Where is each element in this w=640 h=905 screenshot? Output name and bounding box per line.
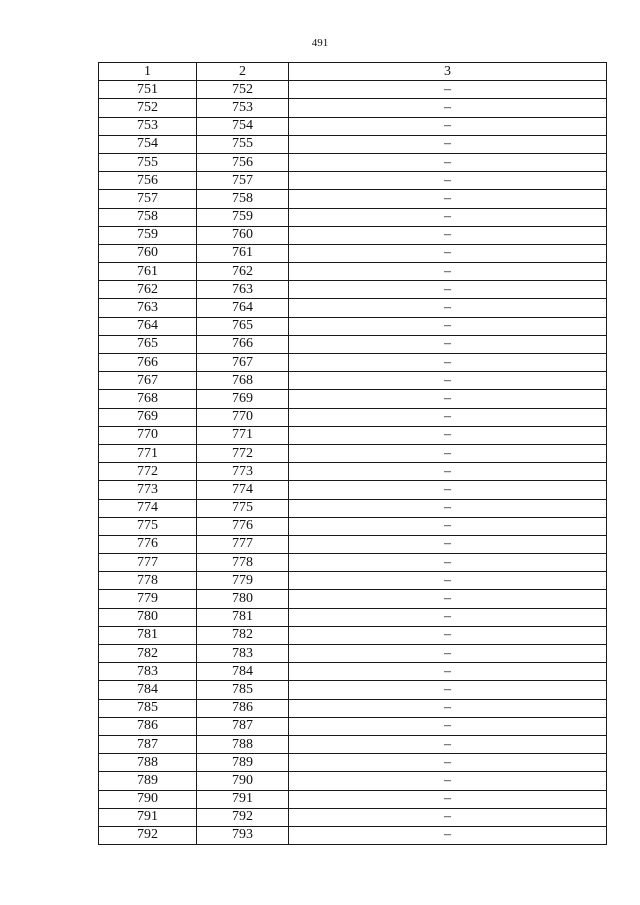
table-cell-col-1: 771 (99, 444, 197, 462)
table-cell-col-1: 789 (99, 772, 197, 790)
table-cell-col-2: 778 (197, 554, 289, 572)
table-cell-col-3: – (289, 535, 607, 553)
table-cell-col-2: 755 (197, 135, 289, 153)
table-cell-col-2: 774 (197, 481, 289, 499)
table-cell-col-1: 754 (99, 135, 197, 153)
table-cell-col-3: – (289, 372, 607, 390)
table-cell-col-2: 758 (197, 190, 289, 208)
table-cell-col-2: 752 (197, 81, 289, 99)
table-cell-col-2: 754 (197, 117, 289, 135)
table-cell-col-3: – (289, 190, 607, 208)
column-header-3: 3 (289, 63, 607, 81)
table-cell-col-1: 760 (99, 244, 197, 262)
table-cell-col-1: 770 (99, 426, 197, 444)
table-row (99, 808, 607, 826)
table-row (99, 426, 607, 444)
table-cell-col-3: – (289, 153, 607, 171)
table-cell-col-2: 792 (197, 808, 289, 826)
table-row (99, 481, 607, 499)
table-cell-col-1: 758 (99, 208, 197, 226)
table-cell-col-3: – (289, 717, 607, 735)
table-row (99, 226, 607, 244)
table-row (99, 372, 607, 390)
table-cell-col-1: 765 (99, 335, 197, 353)
table-cell-col-2: 787 (197, 717, 289, 735)
table-cell-col-1: 759 (99, 226, 197, 244)
table-cell-col-3: – (289, 754, 607, 772)
table-cell-col-2: 771 (197, 426, 289, 444)
table-cell-col-2: 769 (197, 390, 289, 408)
table-cell-col-3: – (289, 426, 607, 444)
table-cell-col-3: – (289, 299, 607, 317)
table-row (99, 444, 607, 462)
table-cell-col-1: 755 (99, 153, 197, 171)
table-cell-col-3: – (289, 499, 607, 517)
table-cell-col-2: 793 (197, 826, 289, 844)
table-row (99, 244, 607, 262)
table-cell-col-2: 753 (197, 99, 289, 117)
table-cell-col-3: – (289, 554, 607, 572)
table-cell-col-2: 760 (197, 226, 289, 244)
table-cell-col-1: 786 (99, 717, 197, 735)
table-cell-col-1: 763 (99, 299, 197, 317)
table-cell-col-2: 773 (197, 463, 289, 481)
table-row (99, 335, 607, 353)
table-cell-col-2: 780 (197, 590, 289, 608)
table-cell-col-1: 788 (99, 754, 197, 772)
table-row (99, 699, 607, 717)
table-row (99, 99, 607, 117)
table-cell-col-2: 768 (197, 372, 289, 390)
table-cell-col-2: 772 (197, 444, 289, 462)
table-row (99, 772, 607, 790)
table-cell-col-3: – (289, 117, 607, 135)
table-cell-col-3: – (289, 626, 607, 644)
table-row (99, 754, 607, 772)
table-row (99, 317, 607, 335)
table-cell-col-1: 787 (99, 735, 197, 753)
table-row (99, 153, 607, 171)
table-row (99, 626, 607, 644)
table-cell-col-2: 759 (197, 208, 289, 226)
table-cell-col-3: – (289, 135, 607, 153)
table-cell-col-2: 784 (197, 663, 289, 681)
table-row (99, 663, 607, 681)
table-header (99, 63, 607, 81)
table-body (99, 81, 607, 845)
table-cell-col-1: 775 (99, 517, 197, 535)
table-cell-col-1: 773 (99, 481, 197, 499)
table-cell-col-1: 762 (99, 281, 197, 299)
table-cell-col-1: 784 (99, 681, 197, 699)
table-cell-col-2: 790 (197, 772, 289, 790)
table-cell-col-2: 776 (197, 517, 289, 535)
table-cell-col-1: 790 (99, 790, 197, 808)
table-cell-col-1: 776 (99, 535, 197, 553)
table-row (99, 390, 607, 408)
table-cell-col-2: 783 (197, 645, 289, 663)
table-row (99, 299, 607, 317)
table-cell-col-1: 777 (99, 554, 197, 572)
table-row (99, 717, 607, 735)
table-cell-col-2: 767 (197, 354, 289, 372)
table-cell-col-2: 788 (197, 735, 289, 753)
table-cell-col-3: – (289, 772, 607, 790)
table-cell-col-3: – (289, 81, 607, 99)
table-cell-col-1: 756 (99, 172, 197, 190)
table-cell-col-2: 786 (197, 699, 289, 717)
table-cell-col-2: 770 (197, 408, 289, 426)
table-cell-col-1: 778 (99, 572, 197, 590)
table-cell-col-3: – (289, 226, 607, 244)
table-cell-col-1: 769 (99, 408, 197, 426)
table-row (99, 208, 607, 226)
table-cell-col-2: 775 (197, 499, 289, 517)
table-cell-col-1: 791 (99, 808, 197, 826)
table-cell-col-2: 785 (197, 681, 289, 699)
header-row (99, 63, 607, 81)
table-cell-col-1: 751 (99, 81, 197, 99)
table-cell-col-3: – (289, 699, 607, 717)
table-cell-col-3: – (289, 517, 607, 535)
table-cell-col-3: – (289, 608, 607, 626)
table-cell-col-1: 772 (99, 463, 197, 481)
table-cell-col-3: – (289, 735, 607, 753)
table-cell-col-1: 752 (99, 99, 197, 117)
table-row (99, 81, 607, 99)
table-cell-col-3: – (289, 99, 607, 117)
table-cell-col-3: – (289, 208, 607, 226)
table-cell-col-1: 783 (99, 663, 197, 681)
table-row (99, 263, 607, 281)
table-cell-col-2: 757 (197, 172, 289, 190)
table-cell-col-2: 782 (197, 626, 289, 644)
table-cell-col-1: 774 (99, 499, 197, 517)
table-row (99, 608, 607, 626)
table-cell-col-1: 761 (99, 263, 197, 281)
table-cell-col-3: – (289, 808, 607, 826)
table-cell-col-1: 785 (99, 699, 197, 717)
table-cell-col-1: 779 (99, 590, 197, 608)
table-cell-col-2: 762 (197, 263, 289, 281)
table-row (99, 354, 607, 372)
table-cell-col-2: 791 (197, 790, 289, 808)
table-cell-col-2: 766 (197, 335, 289, 353)
table-cell-col-3: – (289, 826, 607, 844)
table-cell-col-3: – (289, 444, 607, 462)
table-cell-col-3: – (289, 390, 607, 408)
table-cell-col-1: 792 (99, 826, 197, 844)
table-row (99, 190, 607, 208)
table-cell-col-3: – (289, 572, 607, 590)
table-row (99, 535, 607, 553)
table-row (99, 463, 607, 481)
column-header-1: 1 (99, 63, 197, 81)
page-number: 491 (311, 37, 329, 49)
table-row (99, 517, 607, 535)
table-row (99, 135, 607, 153)
table-row (99, 790, 607, 808)
table-row (99, 826, 607, 844)
table-row (99, 645, 607, 663)
table-cell-col-2: 761 (197, 244, 289, 262)
table-cell-col-3: – (289, 590, 607, 608)
table-cell-col-1: 753 (99, 117, 197, 135)
table-cell-col-3: – (289, 244, 607, 262)
table-row (99, 554, 607, 572)
table-cell-col-2: 777 (197, 535, 289, 553)
table-cell-col-3: – (289, 281, 607, 299)
table-cell-col-3: – (289, 263, 607, 281)
table-cell-col-1: 782 (99, 645, 197, 663)
table-row (99, 590, 607, 608)
table-cell-col-3: – (289, 663, 607, 681)
table-cell-col-1: 764 (99, 317, 197, 335)
table-cell-col-3: – (289, 354, 607, 372)
table-cell-col-1: 780 (99, 608, 197, 626)
table-cell-col-1: 768 (99, 390, 197, 408)
table-row (99, 408, 607, 426)
table-cell-col-1: 781 (99, 626, 197, 644)
table-cell-col-1: 767 (99, 372, 197, 390)
table-cell-col-2: 763 (197, 281, 289, 299)
table-row (99, 572, 607, 590)
table-row (99, 681, 607, 699)
table-cell-col-2: 779 (197, 572, 289, 590)
table-cell-col-1: 757 (99, 190, 197, 208)
table-cell-col-3: – (289, 790, 607, 808)
data-table (98, 62, 607, 845)
table-cell-col-3: – (289, 408, 607, 426)
table-row (99, 735, 607, 753)
table-row (99, 117, 607, 135)
table-cell-col-3: – (289, 335, 607, 353)
table-cell-col-3: – (289, 317, 607, 335)
column-header-2: 2 (197, 63, 289, 81)
table-cell-col-2: 789 (197, 754, 289, 772)
table-row (99, 281, 607, 299)
table-row (99, 172, 607, 190)
table-cell-col-2: 765 (197, 317, 289, 335)
table-cell-col-1: 766 (99, 354, 197, 372)
table-cell-col-3: – (289, 463, 607, 481)
table-cell-col-3: – (289, 681, 607, 699)
table-cell-col-3: – (289, 481, 607, 499)
table-cell-col-2: 781 (197, 608, 289, 626)
table-cell-col-3: – (289, 645, 607, 663)
table-cell-col-2: 764 (197, 299, 289, 317)
table-row (99, 499, 607, 517)
table-cell-col-2: 756 (197, 153, 289, 171)
table-cell-col-3: – (289, 172, 607, 190)
